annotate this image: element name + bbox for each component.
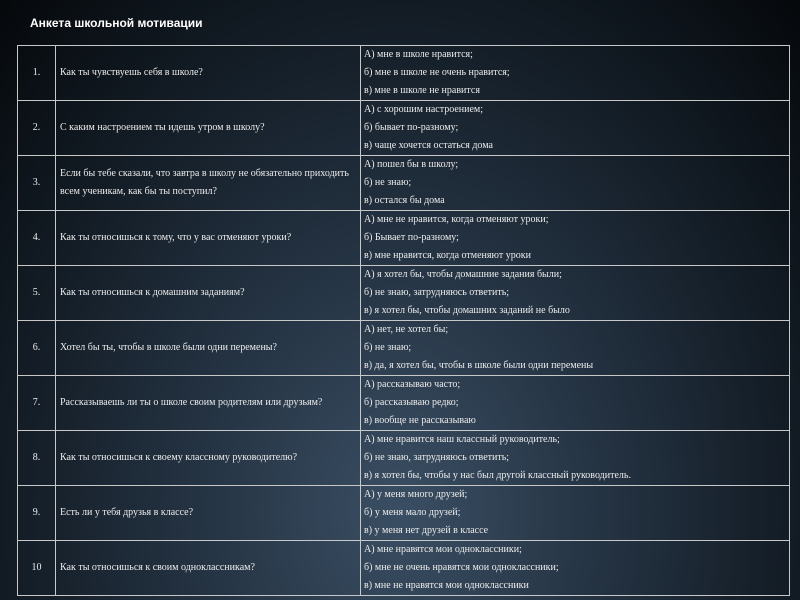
question-number: 9. xyxy=(18,486,56,541)
question-number: 8. xyxy=(18,431,56,486)
answer-option: в) я хотел бы, чтобы у нас был другой классный руководитель. xyxy=(364,470,631,481)
answer-option: в) у меня нет друзей в классе xyxy=(364,525,489,536)
table-row xyxy=(18,101,790,156)
answer-option: А) с хорошим настроением; xyxy=(364,104,484,115)
question-number: 3. xyxy=(18,156,56,211)
answer-option: б) рассказываю редко; xyxy=(364,397,459,408)
question-text: Рассказываешь ли ты о школе своим родителям или друзьям? xyxy=(56,376,361,431)
question-number: 6. xyxy=(18,321,56,376)
question-number: 2. xyxy=(18,101,56,156)
question-text: Как ты относишься к своему классному руководителю? xyxy=(56,431,361,486)
answer-option: А) мне нравится наш классный руководитель; xyxy=(364,434,560,445)
answer-option: б) не знаю, затрудняюсь ответить; xyxy=(364,452,510,463)
answer-options xyxy=(361,541,790,596)
answer-option: А) у меня много друзей; xyxy=(364,489,468,500)
answer-option: А) мне в школе нравится; xyxy=(364,49,473,60)
answer-option: А) я хотел бы, чтобы домашние задания были; xyxy=(364,269,562,280)
answer-options xyxy=(361,211,790,266)
question-text: Если бы тебе сказали, что завтра в школу не обязательно приходить всем ученикам, как бы ты поступил? xyxy=(56,156,361,211)
answer-options xyxy=(361,101,790,156)
answer-option: А) мне нравятся мои одноклассники; xyxy=(364,544,522,555)
question-text: Как ты чувствуешь себя в школе? xyxy=(56,46,361,101)
answer-options xyxy=(361,156,790,211)
answer-option: б) мне в школе не очень нравится; xyxy=(364,67,510,78)
answer-option: в) чаще хочется остаться дома xyxy=(364,140,493,151)
question-text: Как ты относишься к тому, что у вас отменяют уроки? xyxy=(56,211,361,266)
table-row xyxy=(18,266,790,321)
question-number: 7. xyxy=(18,376,56,431)
answer-option: А) рассказываю часто; xyxy=(364,379,461,390)
table-row xyxy=(18,431,790,486)
table-row xyxy=(18,376,790,431)
answer-option: А) нет, не хотел бы; xyxy=(364,324,449,335)
question-text: Есть ли у тебя друзья в классе? xyxy=(56,486,361,541)
answer-option: в) да, я хотел бы, чтобы в школе были одни перемены xyxy=(364,360,594,371)
answer-options xyxy=(361,321,790,376)
question-text: Как ты относишься к домашним заданиям? xyxy=(56,266,361,321)
answer-option: в) остался бы дома xyxy=(364,195,445,206)
table-row xyxy=(18,156,790,211)
answer-option: в) вообще не рассказываю xyxy=(364,415,476,426)
question-number: 5. xyxy=(18,266,56,321)
answer-option: в) я хотел бы, чтобы домашних заданий не было xyxy=(364,305,570,316)
questionnaire-body xyxy=(18,46,790,596)
question-text: Хотел бы ты, чтобы в школе были одни перемены? xyxy=(56,321,361,376)
question-text: Как ты относишься к своим одноклассникам? xyxy=(56,541,361,596)
answer-options xyxy=(361,431,790,486)
answer-option: б) не знаю; xyxy=(364,177,412,188)
table-row xyxy=(18,541,790,596)
answer-option: б) у меня мало друзей; xyxy=(364,507,461,518)
table-row xyxy=(18,486,790,541)
page-title: Анкета школьной мотивации xyxy=(30,16,203,30)
table-row xyxy=(18,211,790,266)
questionnaire-table xyxy=(17,45,790,596)
question-number: 10 xyxy=(18,541,56,596)
question-number: 1. xyxy=(18,46,56,101)
answer-option: б) не знаю; xyxy=(364,342,412,353)
answer-options xyxy=(361,266,790,321)
answer-option: в) мне в школе не нравится xyxy=(364,85,480,96)
table-row xyxy=(18,46,790,101)
answer-option: в) мне не нравятся мои одноклассники xyxy=(364,580,529,591)
answer-option: А) пошел бы в школу; xyxy=(364,159,459,170)
question-number: 4. xyxy=(18,211,56,266)
answer-options xyxy=(361,46,790,101)
question-text: С каким настроением ты идешь утром в школу? xyxy=(56,101,361,156)
table-row xyxy=(18,321,790,376)
answer-options xyxy=(361,486,790,541)
answer-option: б) Бывает по-разному; xyxy=(364,232,459,243)
answer-option: б) бывает по-разному; xyxy=(364,122,459,133)
answer-option: в) мне нравится, когда отменяют уроки xyxy=(364,250,531,261)
answer-option: б) мне не очень нравятся мои одноклассники; xyxy=(364,562,559,573)
answer-option: А) мне не нравится, когда отменяют уроки; xyxy=(364,214,549,225)
answer-options xyxy=(361,376,790,431)
answer-option: б) не знаю, затрудняюсь ответить; xyxy=(364,287,510,298)
